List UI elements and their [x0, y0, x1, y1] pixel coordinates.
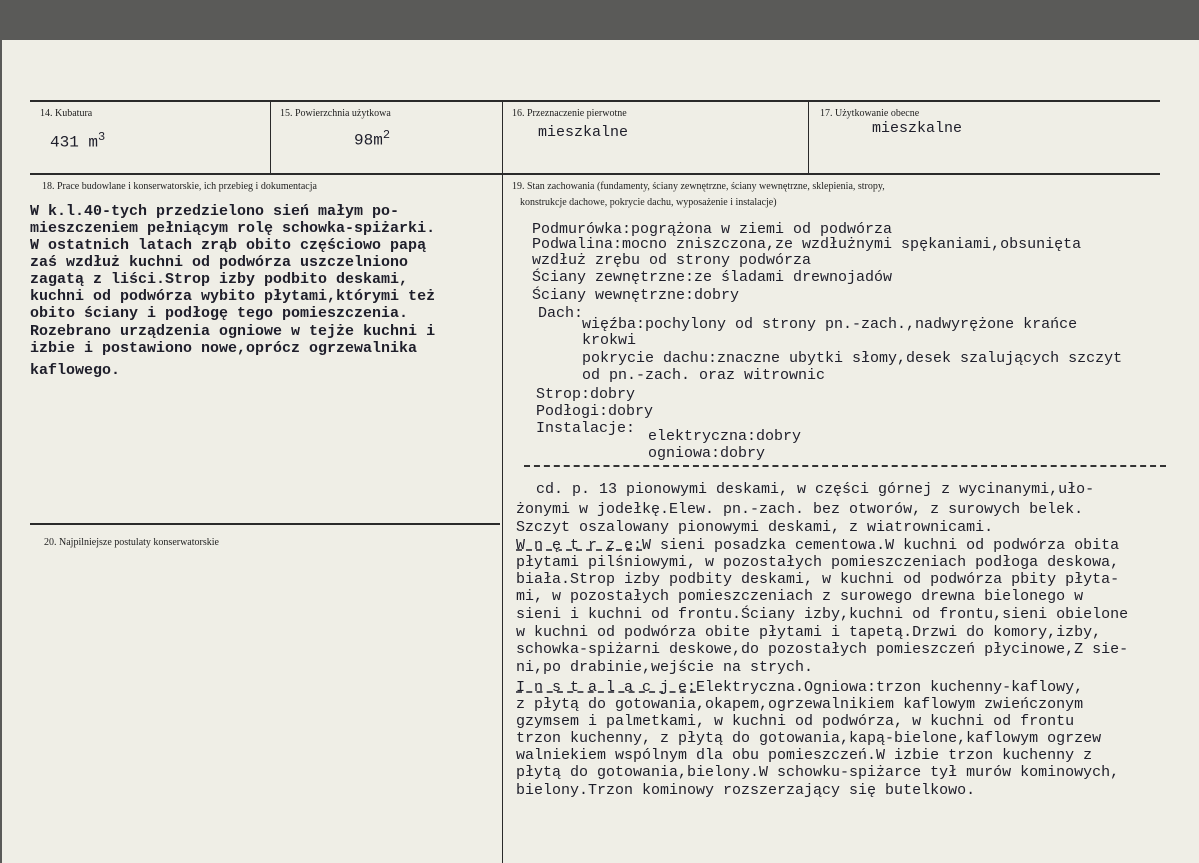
wnetrze-line: schowka-spiżarni deskowe,do pozostałych pomieszczeń płycinowe,Z sie- [516, 641, 1129, 658]
stan-line: Strop:dobry [536, 386, 636, 403]
instalacje-line: z płytą do gotowania,okapem,ogrzewalnikiem kaflowym zwieńczonym [516, 696, 1084, 713]
prace-line: W k.l.40-tych przedzielono sień małym po- [30, 203, 400, 220]
prace-line: kaflowego. [30, 362, 121, 379]
przeznaczenie-label: 16. Przeznaczenie pierwotne [512, 108, 627, 119]
instalacje-first-line: Elektryczna.Ogniowa:trzon kuchenny-kaflowy, [696, 679, 1084, 696]
prace-line: kuchni od podwórza wybito płytami,którymi też [30, 288, 436, 305]
wnetrze-heading: W n ę t r z e: [516, 537, 643, 554]
wnetrze-first-line: W sieni posadzka cementowa.W kuchni od podwórza obita [642, 537, 1120, 554]
postulaty-rule [30, 523, 500, 525]
cont-line: żonymi w jodełkę.Elew. pn.-zach. bez otworów, z surowych belek. [516, 501, 1084, 518]
instalacje-line: walniekiem wspólnym dla obu pomieszczeń.W izbie trzon kuchenny z [516, 747, 1093, 764]
stan-line: więźba:pochylony od strony pn.-zach.,nadwyrężone krańce [582, 316, 1078, 333]
kubatura-label: 14. Kubatura [40, 108, 93, 119]
instalacje-line: płytą do gotowania,bielony.W schowku-spiżarce tył murów kominowych, [516, 764, 1120, 781]
instalacje-heading: I n s t a l a c j e: [516, 679, 697, 696]
wnetrze-line: sieni i kuchni od frontu.Ściany izby,kuchni od frontu,sieni obielone [516, 606, 1129, 623]
record-card [2, 40, 1199, 863]
instalacje-line: bielony.Trzon kominowy rozszerzający się butelkowo. [516, 782, 976, 799]
prace-line: Rozebrano urządzenia ogniowe w tejże kuchni i [30, 323, 436, 340]
uzytkowanie-value: mieszkalne [872, 120, 963, 137]
col-divider-2 [502, 100, 503, 863]
stan-label-line2: konstrukcje dachowe, pokrycie dachu, wyposażenie i instalacje) [520, 197, 777, 208]
kubatura-number: 431 m [50, 133, 99, 152]
wnetrze-line: płytami pilśniowymi, w pozostałych pomieszczeniach podłoga deskowa, [516, 554, 1120, 571]
prace-line: izbie i postawiono nowe,oprócz ogrzewalnika [30, 340, 418, 357]
stan-line: wzdłuż zrębu od strony podwórza [532, 252, 812, 269]
stan-line: Instalacje: [536, 420, 636, 437]
stan-line: Podłogi:dobry [536, 403, 654, 420]
stan-label-line1: 19. Stan zachowania (fundamenty, ściany zewnętrzne, ściany wewnętrzne, sklepienia, stropy, [512, 181, 885, 192]
instalacje-line: trzon kuchenny, z płytą do gotowania,kapą-bielone,kaflowym ogrzew [516, 730, 1102, 747]
przeznaczenie-value: mieszkalne [538, 124, 629, 141]
powierzchnia-label: 15. Powierzchnia użytkowa [280, 108, 391, 119]
wnetrze-line: ni,po drabinie,wejście na strych. [516, 659, 814, 676]
prace-line: W ostatnich latach zrąb obito częściowo papą [30, 237, 427, 254]
powierzchnia-exponent: 2 [382, 128, 391, 142]
prace-line: zagatą z liści.Strop izby podbito deskami, [30, 271, 409, 288]
postulaty-label: 20. Najpilniejsze postulaty konserwatorskie [44, 537, 219, 548]
top-rule [30, 100, 1160, 102]
prace-label: 18. Prace budowlane i konserwatorskie, ich przebieg i dokumentacja [42, 181, 317, 192]
stan-line: Podwalina:mocno zniszczona,ze wzdłużnymi spękaniami,obsunięta [532, 236, 1082, 253]
instalacje-line: gzymsem i palmetkami, w kuchni od podwórza, w kuchni od frontu [516, 713, 1075, 730]
powierzchnia-number: 98m [354, 131, 383, 150]
kubatura-value [50, 130, 105, 151]
wnetrze-block [516, 537, 1119, 554]
stan-line: od pn.-zach. oraz witrownic [582, 367, 826, 384]
stan-line: krokwi [582, 332, 637, 349]
prace-line: obito ściany i podłogę tego pomieszczenia. [30, 305, 409, 322]
kubatura-exponent: 3 [98, 130, 106, 144]
col-divider-3 [808, 100, 809, 175]
wnetrze-line: biała.Strop izby podbity deskami, w kuchni od podwórza pbity płyta- [516, 571, 1120, 588]
instalacje-dashed-rule [524, 465, 1166, 467]
stan-line: ogniowa:dobry [648, 445, 766, 462]
wnetrze-line: mi, w pozostałych pomieszczeniach z surowego drewna bielonego w [516, 588, 1084, 605]
cont-line: Szczyt oszalowany pionowymi deskami, z wiatrownicami. [516, 519, 994, 536]
stan-line: pokrycie dachu:znaczne ubytki słomy,desek szalujących szczyt [582, 350, 1123, 367]
stan-line: elektryczna:dobry [648, 428, 802, 445]
stan-line: Dach: [538, 305, 584, 322]
prace-line: zaś wzdłuż kuchni od podwórza uszczelniono [30, 254, 409, 271]
uzytkowanie-label: 17. Użytkowanie obecne [820, 108, 920, 119]
powierzchnia-value [354, 128, 390, 149]
stan-line: Ściany zewnętrzne:ze śladami drewnojadów [532, 269, 893, 286]
stan-line: Ściany wewnętrzne:dobry [532, 287, 740, 304]
col-divider-1 [270, 100, 271, 175]
wnetrze-line: w kuchni od podwórza obite płytami i tapetą.Drzwi do komory,izby, [516, 624, 1102, 641]
middle-rule [30, 173, 1160, 175]
prace-line: mieszczeniem pełniącym rolę schowka-spiżarki. [30, 220, 436, 237]
cont-line: cd. p. 13 pionowymi deskami, w części górnej z wycinanymi,uło- [536, 481, 1095, 498]
stan-line: Podmurówka:pogrążona w ziemi od podwórza [532, 221, 893, 238]
instalacje-block [516, 679, 1083, 696]
